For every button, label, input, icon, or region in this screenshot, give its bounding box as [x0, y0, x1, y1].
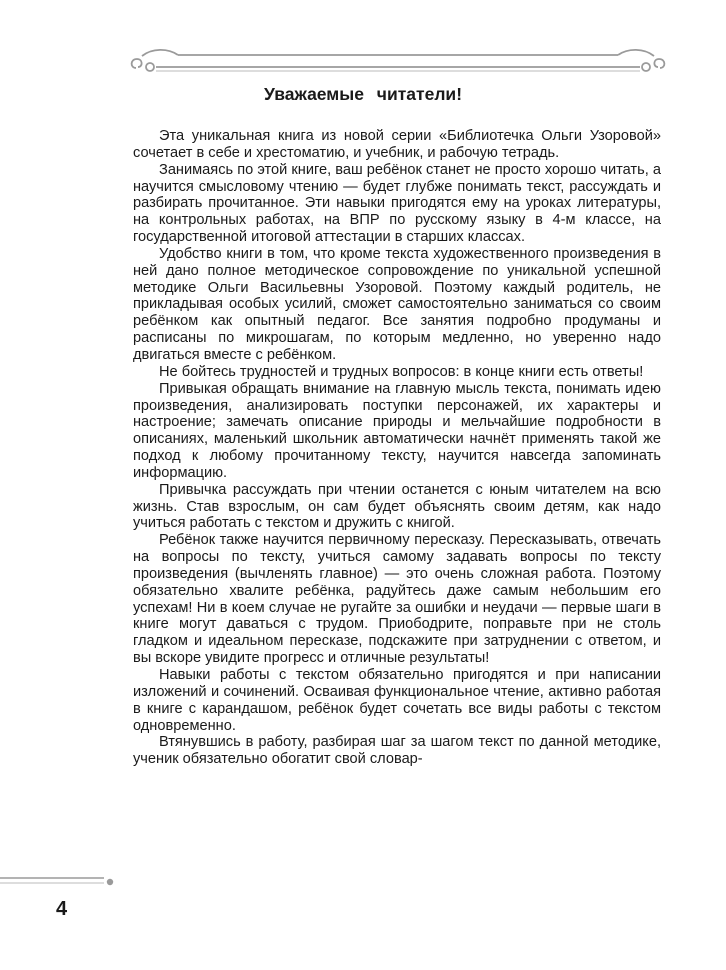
header-ornament: [128, 46, 668, 76]
page-title: Уважаемые читатели!: [263, 84, 463, 104]
paragraph: Эта уникальная книга из новой серии «Библиотечка Ольги Узоровой» сочетает в себе и хрестоматию, и учебник, и рабочую тетрадь.: [133, 128, 661, 161]
paragraph: Занимаясь по этой книге, ваш ребёнок станет не просто хорошо читать, а научится смысловому чтению — будет глубже понимать текст, рассуждать и разбирать прочитанное. Эти навыки пригодятся ему на уроках литературы, на контрольных работах, на ВПР по русскому языку в 4-м классе, на государственной итоговой аттестации в старших классах.: [133, 161, 661, 246]
paragraph: Не бойтесь трудностей и трудных вопросов: в конце книги есть ответы!: [159, 363, 644, 380]
paragraph: Удобство книги в том, что кроме текста художественного произведения в ней дано полное методическое сопровождение по уникальной успешной методике Ольги Васильевны Узоровой. Поэтому каждый родитель, не прикладывая особых усилий, сможет самостоятельно заниматься со своим ребёнком как опытный педагог. Все занятия подробно продуманы и расписаны по микрошагам, по которым медленно, но уверенно надо двигаться вместе с ребёнком.: [133, 245, 661, 363]
paragraph: Втянувшись в работу, разбирая шаг за шагом текст по данной методике, ученик обязательно обогатит свой словар-: [133, 734, 661, 768]
body-text: [133, 128, 661, 768]
paragraph: Навыки работы с текстом обязательно пригодятся и при написании изложений и сочинений. Осваивая функциональное чтение, активно работая в книге с карандашом, ребёнок будет сочетать все виды работы с текстом одновременно.: [133, 667, 661, 734]
paragraph: Ребёнок также научится первичному пересказу. Пересказывать, отвечать на вопросы по тексту, учиться самому задавать вопросы по тексту произведения (вычленять главное) — это очень сложная работа. Поэтому обязательно хвалите ребёнка, радуйтесь даже самым небольшим его успехам! Ни в коем случае не ругайте за ошибки и неудачи — первые шаги в книге могут даваться с трудом. Приободрите, поправьте при не столь гладком и идеальном пересказе, подскажите при затруднении с ответом, и вы вскоре увидите прогресс и отличные результаты!: [133, 532, 661, 667]
paragraph: Привычка рассуждать при чтении останется с юным читателем на всю жизнь. Став взрослым, он сам будет объяснять своим детям, как надо учиться работать с текстом и дружить с книгой.: [133, 481, 661, 532]
page-number: 4: [56, 898, 68, 920]
footer-decoration: [0, 870, 120, 890]
paragraph: Привыкая обращать внимание на главную мысль текста, понимать идею произведения, анализировать поступки персонажей, их характеры и настроение; замечать описание природы и мельчайшие подробности в описаниях, маленький школьник автоматически начнёт применять такой же подход к любому прочитанному тексту, научится навсегда запоминать информацию.: [133, 380, 661, 481]
